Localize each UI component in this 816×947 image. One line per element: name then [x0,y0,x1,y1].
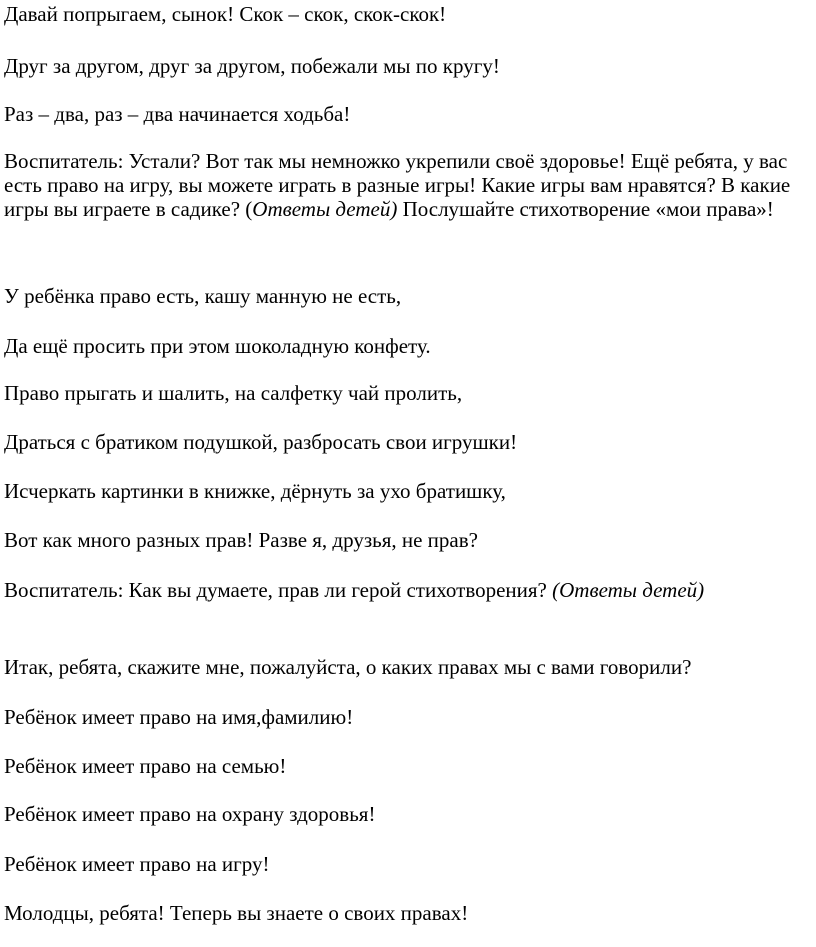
paragraph-teacher-question [4,578,808,602]
paragraph-summary-question: Итак, ребята, скажите мне, пожалуйста, о каких правах мы с вами говорили? [4,655,692,679]
poem-line-1: У ребёнка право есть, кашу манную не есть, [4,284,402,308]
paragraph-jump-verse-1: Давай попрыгаем, сынок! Скок – скок, скок-скок! [4,2,447,26]
paragraph-teacher-game-right-text: Воспитатель: Устали? Вот так мы немножко укрепили своё здоровье! Ещё ребята, у вас есть право на игру, вы можете играть в разные игры! Какие игры вам нравятся? В какие игры вы играете в садике? ( [4,149,791,221]
right-item-name: Ребёнок имеет право на имя,фамилию! [4,705,354,729]
paragraph-teacher-game-right [4,149,808,221]
paragraph-teacher-question-text: Воспитатель: Как вы думаете, прав ли герой стихотворения? [4,578,553,602]
poem-line-4: Драться с братиком подушкой, разбросать свои игрушки! [4,430,518,454]
paragraph-teacher-game-right-italic: Ответы детей) [252,197,398,221]
paragraph-jump-verse-2: Друг за другом, друг за другом, побежали мы по кругу! [4,54,500,78]
poem-line-6: Вот как много разных прав! Разве я, друзья, не прав? [4,528,478,552]
paragraph-jump-verse-3: Раз – два, раз – два начинается ходьба! [4,102,351,126]
right-item-family: Ребёнок имеет право на семью! [4,754,287,778]
poem-line-2: Да ещё просить при этом шоколадную конфету. [4,334,431,358]
right-item-play: Ребёнок имеет право на игру! [4,852,270,876]
poem-line-3: Право прыгать и шалить, на салфетку чай пролить, [4,381,463,405]
right-item-health: Ребёнок имеет право на охрану здоровья! [4,802,376,826]
poem-line-5: Исчеркать картинки в книжке, дёрнуть за ухо братишку, [4,479,506,503]
paragraph-teacher-question-italic: (Ответы детей) [552,578,705,602]
paragraph-teacher-game-right-text-end: Послушайте стихотворение «мои права»! [397,197,774,221]
paragraph-closing: Молодцы, ребята! Теперь вы знаете о своих правах! [4,901,469,925]
